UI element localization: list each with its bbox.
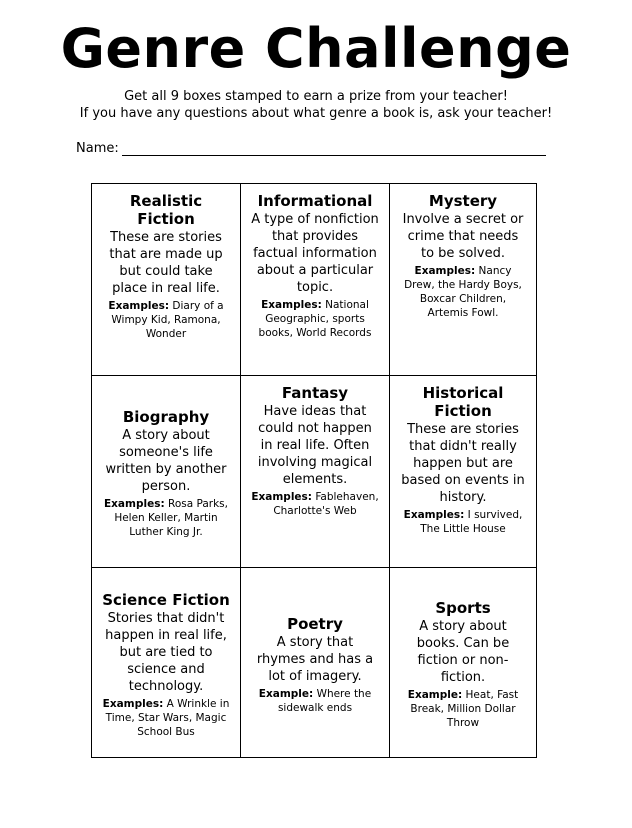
- page-title: Genre Challenge: [60, 17, 572, 80]
- examples-label: Examples:: [251, 491, 312, 503]
- name-label: Name:: [76, 141, 119, 156]
- examples-label: Examples:: [102, 697, 164, 710]
- examples-text: I survived, The Little House: [420, 509, 523, 535]
- genre-examples: [251, 298, 379, 340]
- examples-text: Where the sidewalk ends: [277, 687, 372, 714]
- genre-name: Historical Fiction: [422, 384, 504, 420]
- genre-description: A type of nonfiction that provides factual information about a particular topic.: [251, 212, 379, 295]
- genre-box-biography[interactable]: [92, 376, 241, 568]
- genre-description: These are stories that didn't really happen but are based on events in history.: [401, 422, 525, 505]
- genre-box-poetry[interactable]: [241, 568, 390, 757]
- genre-box-mystery[interactable]: [390, 184, 536, 376]
- genre-description: Stories that didn't happen in real life, but are tied to science and technology.: [105, 610, 227, 694]
- genre-examples: [102, 697, 230, 739]
- genre-description: A story that rhymes and has a lot of imagery.: [256, 634, 374, 684]
- instructions: [0, 88, 632, 122]
- genre-box-science-fiction[interactable]: [92, 568, 241, 757]
- examples-text: Rosa Parks, Helen Keller, Martin Luther King Jr.: [114, 498, 228, 538]
- genre-examples: [251, 490, 379, 518]
- instructions-line-2: If you have any questions about what genre a book is, ask your teacher!: [79, 106, 553, 121]
- genre-name: Science Fiction: [102, 590, 230, 609]
- examples-text: A Wrinkle in Time, Star Wars, Magic School Bus: [105, 697, 230, 738]
- genre-name: Informational: [257, 192, 373, 210]
- name-field: [76, 141, 546, 156]
- genre-grid: [91, 183, 537, 758]
- genre-name: Mystery: [428, 192, 498, 210]
- instructions-line-1: Get all 9 boxes stamped to earn a prize from your teacher!: [124, 89, 508, 104]
- genre-examples: [102, 497, 230, 539]
- genre-name: Fantasy: [281, 384, 349, 402]
- name-blank-line[interactable]: [122, 143, 546, 156]
- genre-box-fantasy[interactable]: [241, 376, 390, 568]
- genre-name: Realistic Fiction: [129, 192, 203, 228]
- genre-name: Poetry: [287, 614, 343, 633]
- genre-description: Have ideas that could not happen in real life. Often involving magical elements.: [257, 404, 373, 487]
- genre-examples: [251, 687, 379, 715]
- genre-description: A story about someone's life written by another person.: [105, 428, 227, 494]
- examples-label: Examples:: [403, 509, 465, 521]
- genre-examples: [400, 688, 526, 730]
- genre-box-historical-fiction[interactable]: [390, 376, 536, 568]
- examples-label: Examples:: [108, 300, 170, 312]
- examples-text: Fablehaven, Charlotte's Web: [273, 491, 379, 517]
- examples-text: Diary of a Wimpy Kid, Ramona, Wonder: [111, 300, 224, 340]
- examples-text: Heat, Fast Break, Million Dollar Throw: [410, 689, 519, 729]
- examples-label: Examples:: [103, 498, 165, 510]
- genre-description: Involve a secret or crime that needs to be solved.: [402, 212, 524, 261]
- genre-description: A story about books. Can be fiction or non-fiction.: [416, 619, 510, 685]
- examples-text: National Geographic, sports books, World Records: [258, 299, 372, 339]
- examples-text: Nancy Drew, the Hardy Boys, Boxcar Children, Artemis Fowl.: [404, 265, 522, 319]
- examples-label: Examples:: [414, 265, 476, 277]
- genre-box-informational[interactable]: [241, 184, 390, 376]
- genre-description: These are stories that are made up but could take place in real life.: [109, 230, 223, 296]
- examples-label: Example:: [407, 689, 463, 701]
- examples-label: Examples:: [261, 299, 322, 311]
- genre-examples: [102, 299, 230, 341]
- genre-name: Biography: [122, 408, 210, 426]
- genre-examples: [400, 264, 526, 320]
- examples-label: Example:: [258, 687, 314, 700]
- genre-box-sports[interactable]: [390, 568, 536, 757]
- genre-examples: [400, 508, 526, 536]
- genre-box-realistic-fiction[interactable]: [92, 184, 241, 376]
- genre-name: Sports: [435, 599, 491, 617]
